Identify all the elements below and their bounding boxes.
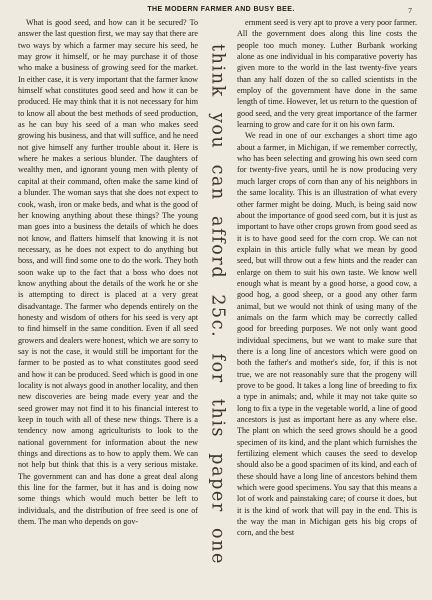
vertical-notice (200, 18, 235, 590)
article-paragraph: ernment seed is very apt to prove a very poor farmer. All the government does along this line costs the people too much money. Luther Burbank working alone as one individual in his comparative poverty has given more to the world in the last twenty-five years than any half dozen of the so called scientists in the employ of the government have done in the same length of time. However, let us return to the question of good seed, and the very great importance of the farmer learning to grow and care for it on his own farm. (237, 18, 417, 130)
article-paragraph: What is good seed, and how can it be secured? To answer the last question first, we may say that there are two ways by which a farmer may secure his seed, he may grow it himself, or he may purchase it of those who make a business of growing seed for the market. In either case, it is very important that the farmer know himself what constitutes good seed and how it can be produced. He may think that it is not necessary for him to know all about the best methods of seed production, as he can buy his seed of a man who makes seed growing his business, and that will suffice, and he need not give himself any further trouble about it. Here is where he makes a serious blunder. The daughters of wealthy men, and ignorant young men with plenty of capital at their command, often make the same kind of a blunder. The woman says that she does not expect to cook, wash, iron or make beds, and what is the good of her knowing anything about these things? The young man goes into a business the details of which he does not know, and flatters himself that knowing it is not necessary, as he does not expect to do anything but boss, and will find some one to do the work. They both soon wake up to the fact that a boss who does not know anything about the details of the work he or she is attempting to direct is placed at a very great disadvantage. The farmer who depends entirely on the honesty and wisdom of others for his seed is very apt to find himself in the same condition. Even if all seed growers and dealers were honest, which we are sorry to say is not the case, it would still be important for the farmer to be posted as to what constitutes good seed and how it can be produced. Seed which is good in one locality is not always good in another locality, and then new discoveries are being made every year and the seed grower may not find it to his financial interest to keep in touch with all of these new things. There is a tendency now among agriculturists to look to the national government for information about the new things and directions as to how to apply them. We can not help but think that this is a very serious mistake. The government can and has done a great deal along this line for the farmer, but it has and is doing now some things which would much better be left to individuals, and the distribution of free seed is one of them. The man who depends on gov- (18, 18, 198, 527)
vertical-notice-text: think you can afford 25c. for this paper one (207, 43, 228, 565)
right-column (237, 17, 417, 592)
running-head: THE MODERN FARMER AND BUSY BEE. (147, 6, 295, 13)
article-paragraph: We read in one of our exchanges a short time ago about a farmer, in Michigan, if we remember correctly, who has been selecting and growing his own seed corn for twenty-five years, until he is now producing very much larger crops of corn than any of his neighbors in the same locality. This is an illustration of what every other farmer might be doing. Much, is being said now about the importance of good seed corn, but it is just as important to have other crops grown from good seed as it is to have good seed for the corn crop. We can not explain in this article fully what we mean by good seed, but will throw out a few hints and the reader can enlarge on them to suit his own taste. We know well enough what is meant by a good horse, a good cow, a good hog, a good sheep, or a good any other farm animal, but we would not think of using many of the animals on the farm which may be correctly called good for breeding purposes. We not only want good individual specimens, but we want to make sure that there is a long line of ancestors which were good on both the father's and mother's side, for, if this is not true, we are not reasonably sure that the progeny will prove to be good. It takes a long line of breeding to fix a type in animals; and, while it may not take quite so long to fix a type in the vegetable world, a line of good ancestors is just as important here as any where else. The plant on which the seed grows should be a good specimen of its kind, and the plant which furnishes the fertilizing element which causes the seed to develop should also be a good spacimen of its kind, and each of these should have a long line of ancestors behind them which were good specimens. You say that this means a lot of work and painstaking care; of course it does, but it is the kind of work that will pay in the end. This is the way the man in Michigan gets his big crops of corn, and the best (237, 131, 417, 538)
left-column (18, 17, 198, 592)
page-number: 7 (408, 6, 412, 15)
